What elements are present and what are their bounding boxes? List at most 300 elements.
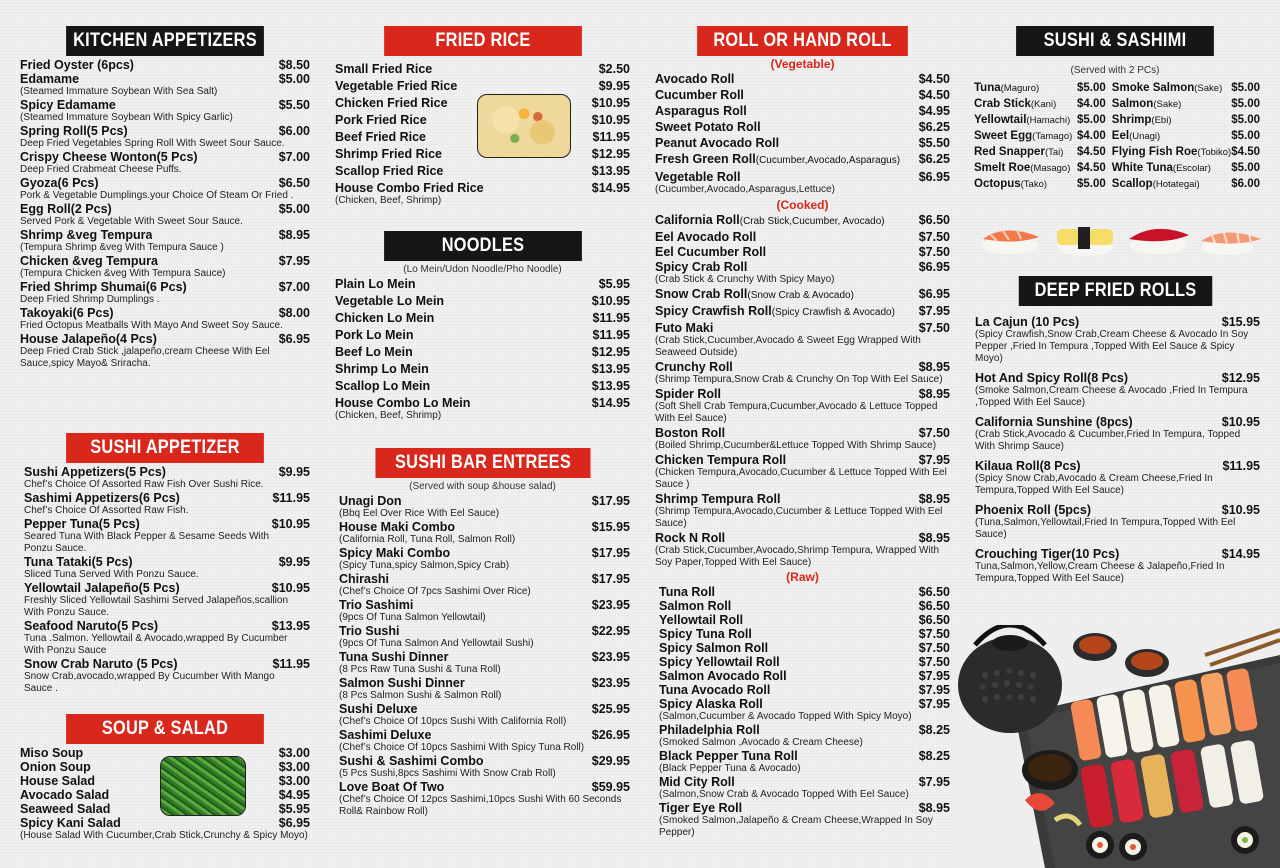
menu-item-row xyxy=(655,245,950,259)
sushi-platter-photo xyxy=(955,625,1280,868)
menu-item-row xyxy=(24,491,310,505)
menu-item-name: Snow Crab Naruto (5 Pcs) xyxy=(24,657,178,671)
menu-item xyxy=(20,150,310,176)
menu-item-name-wrap xyxy=(339,520,455,534)
menu-item-name: Pork Lo Mein xyxy=(335,328,414,342)
menu-item-name-wrap xyxy=(24,517,140,531)
menu-item-price: $8.95 xyxy=(278,228,310,242)
sushi-item-name: Eel xyxy=(1111,130,1130,142)
menu-item-row xyxy=(659,723,950,737)
menu-item-name-wrap xyxy=(20,332,157,346)
menu-item-price: $10.95 xyxy=(1221,503,1260,517)
menu-item-row xyxy=(339,572,630,586)
menu-item-row xyxy=(20,124,310,138)
menu-item-price: $7.95 xyxy=(918,669,950,683)
menu-item xyxy=(659,613,950,627)
sushi-item-name: Shrimp xyxy=(1111,114,1152,126)
menu-item-description: (Chef’s Choice Of 7pcs Sashimi Over Rice) xyxy=(339,586,531,597)
menu-item-name-wrap xyxy=(24,581,180,595)
menu-item-price: $14.95 xyxy=(1221,547,1260,561)
menu-item xyxy=(655,387,950,425)
menu-item-row xyxy=(655,426,950,440)
menu-item-price: $10.95 xyxy=(591,113,630,127)
menu-item xyxy=(659,669,950,683)
menu-item-name: Philadelphia Roll xyxy=(659,723,760,737)
menu-item-name-wrap xyxy=(339,780,444,794)
menu-item-name: House Combo Fried Rice xyxy=(335,181,484,195)
menu-item-price: $23.95 xyxy=(591,598,630,612)
menu-item-name: La Cajun (10 Pcs) xyxy=(975,315,1080,329)
menu-item-row xyxy=(655,213,950,229)
salmon-nigiri xyxy=(982,230,1039,254)
menu-item-name-wrap xyxy=(655,104,747,118)
menu-item-name: Peanut Avocado Roll xyxy=(655,136,780,150)
menu-item-price: $5.00 xyxy=(278,202,310,216)
menu-item-name: Pepper Tuna(5 Pcs) xyxy=(24,517,140,531)
menu-item xyxy=(24,517,310,555)
menu-item-price: $11.95 xyxy=(272,491,310,505)
menu-item xyxy=(335,345,630,359)
menu-item-name: Avocado Roll xyxy=(655,72,735,86)
menu-item xyxy=(24,657,310,695)
menu-item-price: $23.95 xyxy=(591,676,630,690)
menu-item-row xyxy=(335,79,630,93)
menu-item-name-wrap xyxy=(655,170,740,184)
menu-item-price: $13.95 xyxy=(591,379,630,393)
menu-item-name-wrap xyxy=(24,555,133,569)
menu-item-name-wrap xyxy=(335,396,470,410)
menu-item-name: Spring Roll(5 Pcs) xyxy=(20,124,128,138)
menu-item-name-wrap xyxy=(20,254,158,268)
menu-item-name: Small Fried Rice xyxy=(335,62,433,76)
menu-item xyxy=(335,277,630,291)
menu-item xyxy=(335,79,630,93)
menu-item-description: (Shrimp Tempura,Snow Crab & Crunchy On Top With Eel Sauce) xyxy=(655,374,943,385)
menu-item-price: $5.50 xyxy=(278,98,310,112)
menu-item-row xyxy=(655,152,950,168)
menu-item-name: California Sunshine (8pcs) xyxy=(975,415,1133,429)
menu-item xyxy=(335,396,630,422)
menu-item xyxy=(659,749,950,775)
menu-item-row xyxy=(20,98,310,112)
menu-item-row xyxy=(655,492,950,506)
menu-item-name: Black Pepper Tuna Roll xyxy=(659,749,798,763)
menu-item-name: Unagi Don xyxy=(339,494,402,508)
menu-item-name: Yellowtail Jalapeño(5 Pcs) xyxy=(24,581,180,595)
menu-item-name-wrap xyxy=(335,311,434,325)
menu-item-price: $12.95 xyxy=(591,147,630,161)
menu-item-name-wrap xyxy=(659,669,787,683)
menu-item xyxy=(655,120,950,134)
menu-item-name-wrap xyxy=(20,746,83,760)
menu-item-row xyxy=(655,360,950,374)
menu-item-name-wrap xyxy=(659,585,715,599)
sushi-item-price: $4.50 xyxy=(1231,146,1260,158)
menu-item-name-wrap xyxy=(20,98,116,112)
menu-item-price: $3.00 xyxy=(278,774,310,788)
menu-item-row xyxy=(20,816,310,830)
menu-item-name: House Salad xyxy=(20,774,96,788)
menu-item-description: Seared Tuna With Black Pepper & Sesame Seeds With Ponzu Sauce. xyxy=(24,531,270,554)
menu-item-row xyxy=(659,775,950,789)
menu-item-name: Crouching Tiger(10 Pcs) xyxy=(975,547,1120,561)
menu-item xyxy=(659,655,950,669)
sushi-item-name-wrap xyxy=(1112,162,1211,174)
sushi-item-name-wrap xyxy=(1112,130,1160,142)
menu-item-name: Spider Roll xyxy=(655,387,721,401)
menu-item xyxy=(655,260,950,286)
sushi-item-name-wrap xyxy=(974,114,1070,126)
menu-item-price: $17.95 xyxy=(591,494,630,508)
menu-item-description: (Chef’s Choice Of 12pcs Sashimi,10pcs Sushi With 60 Seconds Roll& Rainbow Roll) xyxy=(339,794,622,817)
menu-item-description: (Crab Stick,Cucumber,Avocado & Sweet Egg Wrapped With Seaweed Outside) xyxy=(655,335,921,358)
menu-item-description: (Crab Stick,Avocado & Cucumber,Fried In Tempura, Topped With Shrimp Sauce) xyxy=(975,429,1241,452)
sushi-item-price: $5.00 xyxy=(1231,98,1260,110)
menu-item-name-wrap xyxy=(20,774,95,788)
menu-item-row xyxy=(20,332,310,346)
menu-item-description: (Tempura Chicken &veg With Tempura Sauce) xyxy=(20,268,226,279)
menu-item-price: $13.95 xyxy=(271,619,310,633)
menu-item-row xyxy=(335,164,630,178)
menu-item-name-wrap xyxy=(20,760,91,774)
menu-item-description: (Bbq Eel Over Rice With Eel Sauce) xyxy=(339,508,500,519)
menu-item-price: $14.95 xyxy=(591,396,630,410)
menu-item xyxy=(655,360,950,386)
menu-item xyxy=(655,287,950,303)
menu-item-name-wrap xyxy=(655,120,761,134)
menu-item-price: $29.95 xyxy=(591,754,630,768)
menu-item-name-wrap xyxy=(339,702,418,716)
menu-item-name-wrap xyxy=(659,627,752,641)
sushi-item-name-wrap xyxy=(1112,82,1222,94)
menu-item-description: (5 Pcs Sushi,8pcs Sashimi With Snow Crab Roll) xyxy=(339,768,556,779)
menu-item xyxy=(24,581,310,619)
menu-item-price: $8.95 xyxy=(918,531,950,545)
menu-item xyxy=(335,62,630,76)
menu-item-row xyxy=(339,650,630,664)
menu-list xyxy=(335,277,630,422)
menu-item xyxy=(24,465,310,491)
menu-item-name: Chicken Lo Mein xyxy=(335,311,435,325)
menu-item-name: Avocado Salad xyxy=(20,788,110,802)
menu-item xyxy=(659,627,950,641)
menu-item-description: Tuna .Salmon. Yellowtail & Avocado,wrapped By Cucumber With Ponzu Sauce xyxy=(24,633,288,656)
menu-item-description: Chef’s Choice Of Assorted Raw Fish. xyxy=(24,505,189,516)
menu-item-name-wrap xyxy=(659,801,742,815)
sushi-item-name: Scallop xyxy=(1111,178,1153,190)
menu-item xyxy=(339,780,630,818)
menu-item-description: (Shrimp Tempura,Avocado,Cucumber & Lettuce Topped With Eel Sauce) xyxy=(655,506,943,529)
menu-item-name-wrap xyxy=(339,624,399,638)
menu-item-description: (8 Pcs Salmon Sushi & Salmon Roll) xyxy=(339,690,502,701)
menu-item-price: $8.95 xyxy=(918,360,950,374)
menu-item-row xyxy=(335,311,630,325)
menu-item-price: $7.00 xyxy=(278,280,310,294)
sushi-item-price: $5.00 xyxy=(1231,130,1260,142)
menu-item-name: Shrimp Lo Mein xyxy=(335,362,429,376)
menu-item-row xyxy=(975,459,1260,473)
menu-item-price: $7.95 xyxy=(918,697,950,711)
sushi-item-name: Smelt Roe xyxy=(974,162,1031,174)
menu-item-row xyxy=(335,62,630,76)
menu-item-name-wrap xyxy=(339,598,413,612)
menu-item-row xyxy=(655,287,950,303)
menu-item-name: House Jalapeño(4 Pcs) xyxy=(20,332,157,346)
menu-item xyxy=(339,572,630,598)
menu-item-name-wrap xyxy=(24,657,178,671)
menu-item xyxy=(339,702,630,728)
menu-item-row xyxy=(24,619,310,633)
sushi-item xyxy=(974,130,1106,142)
menu-item xyxy=(339,728,630,754)
menu-item-price: $8.00 xyxy=(278,306,310,320)
sushi-item-jp: (Tamago) xyxy=(1032,131,1073,142)
menu-item-name: Mid City Roll xyxy=(659,775,735,789)
menu-item xyxy=(20,332,310,370)
menu-item xyxy=(659,723,950,749)
menu-item-price: $10.95 xyxy=(591,294,630,308)
menu-item-price: $11.95 xyxy=(592,328,630,342)
sushi-item-name: Red Snapper xyxy=(974,146,1045,158)
menu-item-name-wrap xyxy=(335,345,413,359)
menu-item-name: House Combo Lo Mein xyxy=(335,396,471,410)
menu-item-description: (House Salad With Cucumber,Crab Stick,Crunchy & Spicy Moyo) xyxy=(20,830,308,841)
menu-item-name-wrap xyxy=(335,96,448,110)
tuna-nigiri xyxy=(1129,229,1189,254)
menu-item-description: (Tempura Shrimp &veg With Tempura Sauce ) xyxy=(20,242,224,253)
sushi-item-jp: (Hamachi) xyxy=(1026,115,1071,126)
menu-item-name-wrap xyxy=(655,453,786,467)
menu-item xyxy=(655,136,950,150)
menu-item-row xyxy=(20,254,310,268)
menu-item-row xyxy=(20,306,310,320)
menu-item-name: Egg Roll(2 Pcs) xyxy=(20,202,112,216)
sushi-item-name-wrap xyxy=(1112,98,1182,110)
menu-item-price: $10.95 xyxy=(271,517,310,531)
menu-item-name-wrap xyxy=(339,546,450,560)
menu-item xyxy=(975,459,1260,497)
menu-item-name: Pork Fried Rice xyxy=(335,113,427,127)
menu-item xyxy=(655,104,950,118)
menu-item-name: Spicy Kani Salad xyxy=(20,816,121,830)
menu-item-name-wrap xyxy=(655,492,780,506)
menu-item-name: Tuna Tataki(5 Pcs) xyxy=(24,555,133,569)
menu-item xyxy=(24,619,310,657)
menu-item xyxy=(339,754,630,780)
menu-item-row xyxy=(20,150,310,164)
menu-item-price: $25.95 xyxy=(591,702,630,716)
menu-item-name-wrap xyxy=(659,655,780,669)
nigiri-svg xyxy=(975,215,1265,265)
menu-item-row xyxy=(659,585,950,599)
menu-item-description: Tuna,Salmon,Yellow,Cream Cheese & Jalapeño,Fried In Tempura,Topped With Eel Sauce) xyxy=(975,561,1225,584)
fried-rice-photo xyxy=(477,94,571,158)
menu-item-name: Vegetable Roll xyxy=(655,170,741,184)
menu-item-name-wrap xyxy=(975,315,1079,329)
section-header: KITCHEN APPETIZERS xyxy=(66,26,264,56)
menu-item xyxy=(339,494,630,520)
menu-item-price: $7.50 xyxy=(918,641,950,655)
menu-item-row xyxy=(655,531,950,545)
menu-item-price: $6.25 xyxy=(918,152,950,166)
menu-item-name-wrap xyxy=(655,304,895,320)
menu-item-price: $8.95 xyxy=(918,801,950,815)
menu-item xyxy=(20,280,310,306)
menu-item-price: $7.50 xyxy=(918,245,950,259)
menu-item-description: Deep Fried Crabmeat Cheese Puffs. xyxy=(20,164,182,175)
menu-item-name: Snow Crab Roll xyxy=(655,287,748,301)
sushi-item-jp: (Tai) xyxy=(1044,147,1064,158)
sushi-item xyxy=(1112,162,1260,174)
sushi-item-name-wrap xyxy=(974,146,1063,158)
menu-item xyxy=(20,124,310,150)
menu-item-row xyxy=(659,599,950,613)
menu-item xyxy=(659,585,950,599)
menu-item-price: $6.00 xyxy=(278,124,310,138)
menu-item xyxy=(655,152,950,168)
menu-item-name-wrap xyxy=(20,306,114,320)
menu-list xyxy=(970,315,1260,585)
sushi-item-price: $4.00 xyxy=(1077,98,1106,110)
menu-item-row xyxy=(20,228,310,242)
menu-item xyxy=(655,304,950,320)
menu-item-row xyxy=(975,547,1260,561)
menu-item-name-wrap xyxy=(335,294,444,308)
menu-item-name-wrap xyxy=(20,228,152,242)
menu-item-name: Seaweed Salad xyxy=(20,802,111,816)
menu-item-name-wrap xyxy=(20,802,110,816)
menu-item-name-wrap xyxy=(659,613,743,627)
tamago-nigiri xyxy=(1057,227,1113,256)
sushi-item-name-wrap xyxy=(974,130,1072,142)
sushi-item-name: Yellowtail xyxy=(974,114,1027,126)
menu-item-name: Hot And Spicy Roll(8 Pcs) xyxy=(975,371,1129,385)
menu-item-price: $11.95 xyxy=(592,130,630,144)
menu-item-description: (Smoked Salmon,Jalapeño & Cream Cheese,Wrapped In Soy Pepper) xyxy=(659,815,933,838)
menu-item-name: Fried Shrimp Shumai(6 Pcs) xyxy=(20,280,187,294)
menu-item xyxy=(655,245,950,259)
menu-item-name-wrap xyxy=(659,641,768,655)
sushi-item-name: Crab Stick xyxy=(974,98,1031,110)
menu-item xyxy=(335,379,630,393)
menu-item-name: Chicken Tempura Roll xyxy=(655,453,787,467)
sushi-item-name: Salmon xyxy=(1111,98,1154,110)
menu-item-name: Rock N Roll xyxy=(655,531,726,545)
menu-item xyxy=(20,816,310,842)
menu-item xyxy=(975,315,1260,365)
menu-item-name: Tuna Avocado Roll xyxy=(659,683,771,697)
menu-item-name-wrap xyxy=(659,697,763,711)
sushi-item-name: Flying Fish Roe xyxy=(1111,146,1198,158)
sushi-item xyxy=(1112,130,1260,142)
menu-item-name: Trio Sushi xyxy=(339,624,400,638)
menu-item-name-wrap xyxy=(655,287,854,303)
menu-item-price: $10.95 xyxy=(591,96,630,110)
menu-item-row xyxy=(659,613,950,627)
menu-list xyxy=(335,494,630,818)
menu-item-price: $4.50 xyxy=(918,88,950,102)
raw-label: (Raw) xyxy=(786,570,819,584)
menu-item-name: Seafood Naruto(5 Pcs) xyxy=(24,619,159,633)
menu-item-name: Tuna Roll xyxy=(659,585,716,599)
menu-item-row xyxy=(335,277,630,291)
menu-item-name-wrap xyxy=(339,572,389,586)
menu-item-price: $10.95 xyxy=(271,581,310,595)
section-subtitle: (Served with 2 PCs) xyxy=(1070,65,1160,76)
menu-item-name: Tuna Sushi Dinner xyxy=(339,650,449,664)
sushi-item-price: $5.00 xyxy=(1077,178,1106,190)
menu-item-price: $5.00 xyxy=(278,72,310,86)
menu-item-price: $6.95 xyxy=(278,332,310,346)
menu-item xyxy=(659,697,950,723)
menu-item-row xyxy=(655,136,950,150)
menu-item-description: (9pcs Of Tuna Salmon Yellowtail) xyxy=(339,612,486,623)
menu-item xyxy=(20,306,310,332)
menu-item-price: $7.00 xyxy=(278,150,310,164)
menu-item-row xyxy=(339,546,630,560)
menu-item xyxy=(655,88,950,102)
menu-item-name: Trio Sashimi xyxy=(339,598,414,612)
menu-item xyxy=(975,547,1260,585)
menu-item-row xyxy=(659,627,950,641)
menu-item-price: $5.95 xyxy=(278,802,310,816)
menu-item-row xyxy=(655,230,950,244)
shrimp-nigiri xyxy=(1201,230,1261,255)
menu-item xyxy=(20,72,310,98)
menu-item xyxy=(339,676,630,702)
menu-item-row xyxy=(335,328,630,342)
menu-item-name: Fried Oyster (6pcs) xyxy=(20,58,134,72)
menu-item-name: Sushi & Sashimi Combo xyxy=(339,754,484,768)
menu-item-row xyxy=(655,387,950,401)
menu-item-row xyxy=(659,683,950,697)
sushi-item-jp: (Sake) xyxy=(1153,99,1182,110)
menu-item-price: $3.00 xyxy=(278,760,310,774)
sushi-item xyxy=(1112,178,1260,190)
menu-item-name: Spicy Yellowtail Roll xyxy=(659,655,780,669)
menu-item-name-wrap xyxy=(335,79,457,93)
menu-item-name: Scallop Lo Mein xyxy=(335,379,431,393)
menu-item xyxy=(339,598,630,624)
menu-item-description: (Crab Stick & Crunchy With Spicy Mayo) xyxy=(655,274,835,285)
roll-section xyxy=(655,26,950,839)
menu-item-price: $26.95 xyxy=(591,728,630,742)
menu-item-name: Takoyaki(6 Pcs) xyxy=(20,306,114,320)
sushi-item-name-wrap xyxy=(974,98,1056,110)
menu-item-name: Edamame xyxy=(20,72,80,86)
sushi-item-price: $5.00 xyxy=(1231,162,1260,174)
menu-item-description: Served Pork & Vegetable With Sweet Sour Sauce. xyxy=(20,216,243,227)
menu-item xyxy=(659,683,950,697)
sushi-item-price: $5.00 xyxy=(1077,114,1106,126)
menu-item-price: $6.95 xyxy=(918,287,950,301)
menu-item-row xyxy=(335,345,630,359)
menu-item-description: (Soft Shell Crab Tempura,Cucumber,Avocado & Lettuce Topped With Eel Sauce) xyxy=(655,401,938,424)
menu-item xyxy=(655,453,950,491)
menu-item-name-wrap xyxy=(975,503,1091,517)
menu-item-name-wrap xyxy=(655,152,900,168)
sushi-item xyxy=(974,114,1106,126)
menu-item-row xyxy=(335,379,630,393)
menu-item-price: $12.95 xyxy=(1221,371,1260,385)
menu-item-price: $9.95 xyxy=(598,79,630,93)
menu-item xyxy=(335,294,630,308)
menu-item-description: Fried Octopus Meatballs With Mayo And Sweet Soy Sauce. xyxy=(20,320,283,331)
menu-item-name-wrap xyxy=(655,72,734,86)
sushi-item-price: $4.50 xyxy=(1077,146,1106,158)
menu-item-price: $8.95 xyxy=(918,387,950,401)
menu-item-row xyxy=(659,749,950,763)
